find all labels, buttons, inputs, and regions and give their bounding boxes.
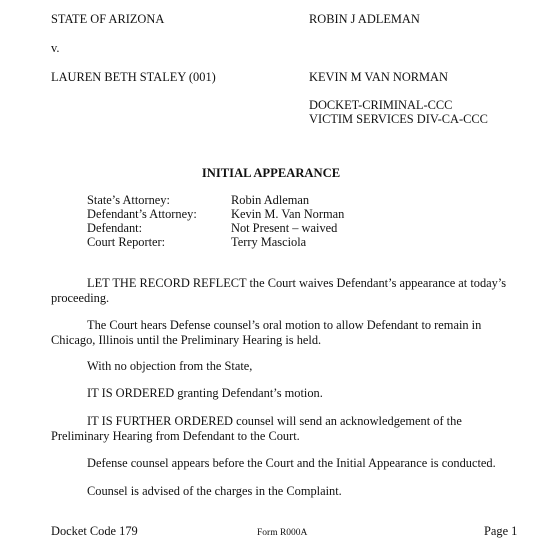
caption-defendant: LAUREN BETH STALEY (001)	[51, 70, 216, 84]
paragraph-charges-advised: Counsel is advised of the charges in the Complaint.	[87, 484, 342, 498]
appearance-label: Court Reporter:	[87, 235, 166, 249]
appearance-value: Kevin M. Van Norman	[231, 207, 345, 221]
caption-judge: ROBIN J ADLEMAN	[309, 12, 420, 26]
caption-state: STATE OF ARIZONA	[51, 12, 165, 26]
paragraph-order: IT IS ORDERED granting Defendant’s motion.	[87, 386, 323, 400]
appearance-value: Robin Adleman	[231, 193, 310, 207]
caption-docket-line-1: DOCKET-CRIMINAL-CCC	[309, 98, 453, 112]
footer-form-number: Form R000A	[257, 528, 308, 538]
appearance-value: Not Present – waived	[231, 221, 338, 235]
appearance-label: State’s Attorney:	[87, 193, 170, 207]
caption-docket-line-2: VICTIM SERVICES DIV-CA-CCC	[309, 112, 488, 126]
appearance-label: Defendant’s Attorney:	[87, 207, 197, 221]
paragraph-initial-appearance: Defense counsel appears before the Court and the Initial Appearance is conducted.	[87, 456, 496, 470]
footer-page-number: Page 1	[484, 524, 518, 538]
appearance-label: Defendant:	[87, 221, 143, 235]
paragraph-further-order: IT IS FURTHER ORDERED counsel will send an acknowledgement of the Preliminary Hearing from Defendant to the Court.	[51, 414, 462, 443]
appearance-value: Terry Masciola	[231, 235, 307, 249]
caption-defense-attorney: KEVIN M VAN NORMAN	[309, 70, 448, 84]
caption-versus: v.	[51, 41, 60, 55]
document-title: INITIAL APPEARANCE	[201, 166, 341, 180]
paragraph-no-objection: With no objection from the State,	[87, 359, 253, 373]
footer-docket-code: Docket Code 179	[51, 524, 138, 538]
paragraph-oral-motion: The Court hears Defense counsel’s oral motion to allow Defendant to remain in Chicago, Illinois until the Preliminary Hearing is held.	[51, 318, 482, 347]
paragraph-record-reflect: LET THE RECORD REFLECT the Court waives Defendant’s appearance at today’s proceeding.	[51, 276, 507, 305]
